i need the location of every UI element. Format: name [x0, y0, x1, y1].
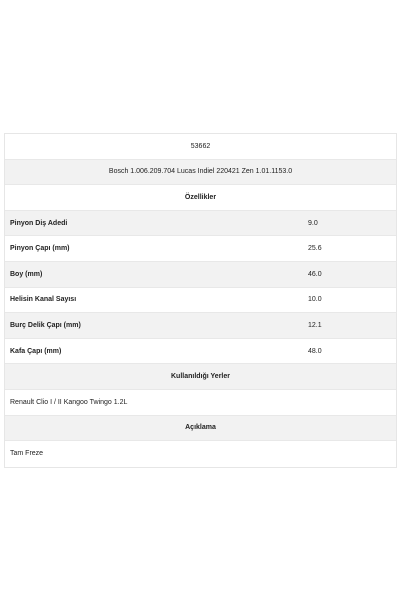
features-heading-row [5, 185, 396, 211]
feature-label: Helisin Kanal Sayısı [10, 296, 77, 304]
feature-label: Boy (mm) [10, 270, 43, 278]
feature-row [5, 262, 396, 288]
feature-value: 10.0 [308, 296, 322, 304]
description-text: Tam Freze [10, 450, 44, 458]
description-heading: Açıklama [185, 424, 216, 432]
usage-row [5, 390, 396, 416]
feature-value: 46.0 [308, 270, 322, 278]
feature-row [5, 211, 396, 237]
feature-label: Pinyon Diş Adedi [10, 219, 68, 227]
product-code-row [5, 134, 396, 160]
feature-label: Pinyon Çapı (mm) [10, 245, 70, 253]
description-row [5, 441, 396, 467]
feature-value: 25.6 [308, 245, 322, 253]
feature-label: Burç Delik Çapı (mm) [10, 321, 81, 329]
product-spec-table [4, 133, 397, 468]
product-references-row [5, 160, 396, 186]
feature-value: 12.1 [308, 321, 322, 329]
feature-value: 9.0 [308, 219, 318, 227]
usage-text: Renault Clio I / II Kangoo Twingo 1.2L [10, 398, 128, 406]
feature-label: Kafa Çapı (mm) [10, 347, 62, 355]
feature-row [5, 339, 396, 365]
feature-value: 48.0 [308, 347, 322, 355]
usage-heading-row [5, 364, 396, 390]
feature-row [5, 236, 396, 262]
feature-row [5, 313, 396, 339]
usage-heading: Kullanıldığı Yerler [170, 373, 230, 381]
feature-row [5, 288, 396, 314]
description-heading-row [5, 416, 396, 442]
features-heading: Özellikler [184, 193, 217, 201]
product-code: 53662 [190, 142, 211, 150]
product-references: Bosch 1.006.209.704 Lucas Indiel 220421 Zen 1.01.1153.0 [108, 168, 293, 176]
